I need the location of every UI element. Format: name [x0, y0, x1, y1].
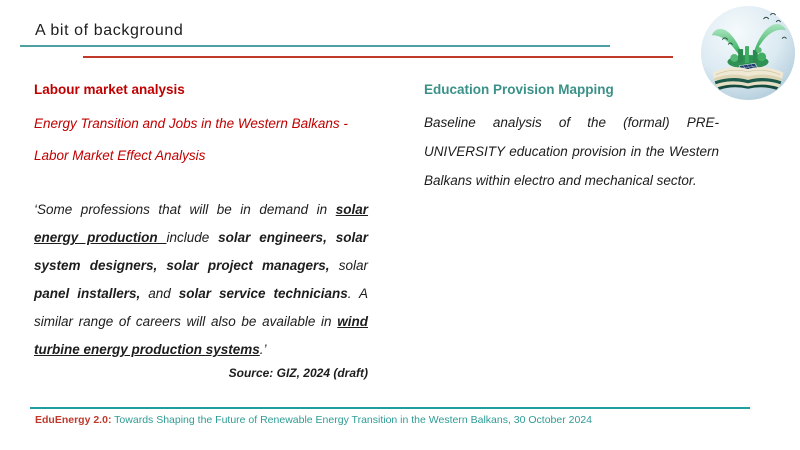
footer-brand: EduEnergy 2.0: — [35, 414, 112, 426]
book-plant-illustration — [699, 4, 797, 102]
source-citation: Source: GIZ, 2024 (draft) — [228, 366, 368, 380]
left-subtitle-line-2: Labor Market Effect Analysis — [34, 148, 206, 163]
left-subtitle-line-1: Energy Transition and Jobs in the Western Balkans - — [34, 116, 348, 131]
title-underline-red — [83, 56, 673, 58]
title-underline-teal — [20, 45, 610, 47]
right-column-heading: Education Provision Mapping — [424, 82, 614, 97]
left-column-heading: Labour market analysis — [34, 82, 185, 97]
footer-divider-line — [30, 407, 750, 409]
book-plant-illustration-svg — [699, 4, 797, 102]
right-column-body: Baseline analysis of the (formal) PRE-UNIVERSITY education provision in the Western Balkans within electro and mechanical sector. — [424, 115, 719, 188]
page-title: A bit of background — [35, 22, 184, 39]
quote-paragraph: ‘Some professions that will be in demand in solar energy production include solar engineers, solar system designers, solar project managers, solar panel installers, and solar service technicians. A similar range of careers will also be available in wind turbine energy production systems.’ — [34, 202, 368, 357]
footer-text — [35, 414, 592, 426]
footer-tagline: Towards Shaping the Future of Renewable Energy Transition in the Western Balkans, 30 October 2024 — [111, 414, 593, 426]
